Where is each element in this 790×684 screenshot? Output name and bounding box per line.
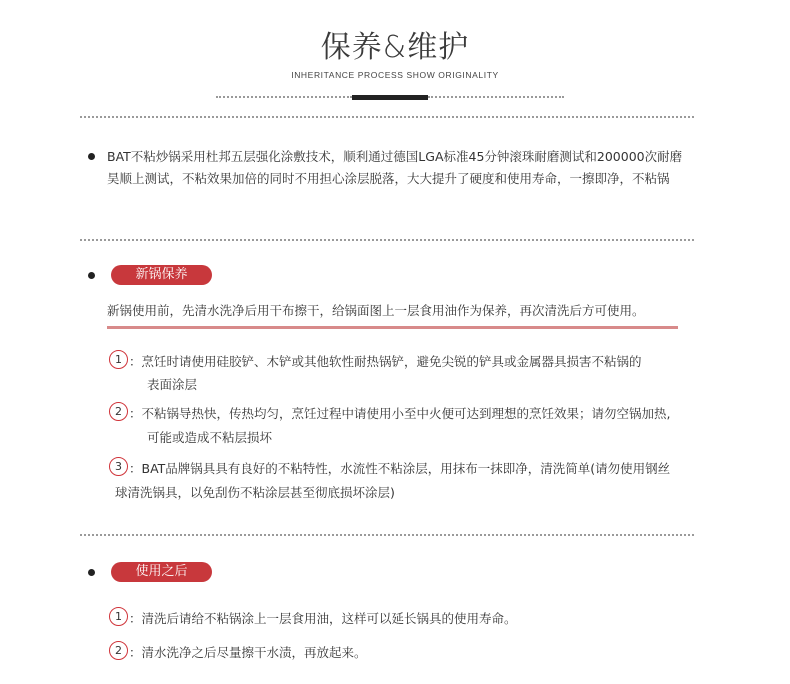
care-tip-3-line-1: ：BAT品牌锅具具有良好的不粘特性，水流性不粘涂层，用抹布一抹即净，清洗简单(请勿使用钢丝 (129, 461, 671, 476)
tip-number-2: 2 (109, 641, 128, 660)
section-divider (80, 239, 694, 242)
page-subtitle: INHERITANCE PROCESS SHOW ORIGINALITY (291, 70, 499, 80)
care-tip-1-line-2: 表面涂层 (147, 377, 198, 392)
new-pan-intro: 新锅使用前，先清水洗净后用干布擦干，给锅面图上一层食用油作为保养，再次清洗后方可使用。 (107, 303, 645, 318)
tip-number-2: 2 (109, 402, 128, 421)
after-use-tag: 使用之后 (111, 562, 212, 582)
section-divider (80, 116, 694, 119)
intro-underline (107, 326, 678, 329)
section-divider (80, 534, 694, 537)
title-decoration-bar (352, 95, 428, 100)
bullet-dot (88, 569, 95, 576)
title-decoration-left (216, 96, 352, 100)
tip-number-3: 3 (109, 457, 128, 476)
bullet-dot (88, 272, 95, 279)
feature-paragraph-line-1: BAT不粘炒锅采用杜邦五层强化涂敷技术，顺利通过德国LGA标准45分钟滚珠耐磨测试和200000次耐磨 (107, 149, 683, 164)
tip-number-1: 1 (109, 607, 128, 626)
new-pan-care-tag: 新锅保养 (111, 265, 212, 285)
title-decoration-right (428, 96, 564, 100)
bullet-dot (88, 153, 95, 160)
care-tip-2-line-1: ：不粘锅导热快，传热均匀，烹饪过程中请使用小至中火便可达到理想的烹饪效果；请勿空锅加热, (129, 406, 671, 421)
after-use-tip-1: ：清洗后请给不粘锅涂上一层食用油，这样可以延长锅具的使用寿命。 (129, 611, 517, 626)
care-tip-1-line-1: ：烹饪时请使用硅胶铲、木铲或其他软性耐热锅铲，避免尖锐的铲具或金属器具损害不粘锅的 (129, 354, 642, 369)
care-tip-3-line-2: 球清洗锅具，以免刮伤不粘涂层甚至彻底损坏涂层) (115, 485, 395, 500)
after-use-tip-2: ：清水洗净之后尽量擦干水渍，再放起来。 (129, 645, 367, 660)
care-tip-2-line-2: 可能或造成不粘层损坏 (147, 430, 273, 445)
tip-number-1: 1 (109, 350, 128, 369)
page-title: 保养&维护 (320, 30, 470, 65)
feature-paragraph-line-2: 昊顺上测试，不粘效果加倍的同时不用担心涂层脱落，大大提升了硬度和使用寿命，一擦即净，不粘锅 (107, 171, 670, 186)
